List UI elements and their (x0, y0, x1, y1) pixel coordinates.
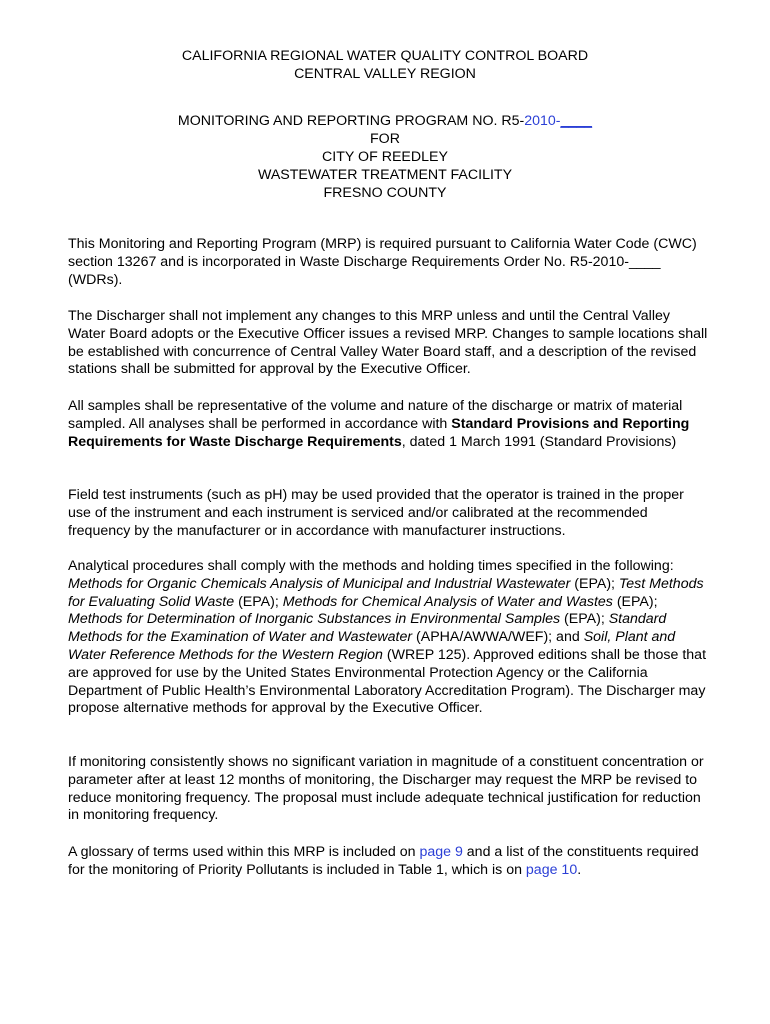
method-standard-methods: Standard Methods for the Examination of Water and Wastewater (68, 611, 667, 646)
standard-provisions-title: Standard Provisions and Reporting Requirements for Waste Discharge Requirements (68, 415, 690, 450)
samples-text-a: All samples shall be representative of the volume and nature of the discharge or matrix of material sampled. All analyses shall be performed in accordance with (68, 398, 683, 432)
paragraph-glossary (68, 844, 708, 880)
program-year: 2010- (524, 113, 561, 129)
paragraph-mrp-basis: This Monitoring and Reporting Program (MRP) is required pursuant to California Water Code (CWC) section 13267 and is incorporated in Waste Discharge Requirements Order No. R5-2010-____ (WDRs). (68, 236, 697, 288)
analytical-text-a: Analytical procedures shall comply with the methods and holding times specified in the following: (68, 558, 674, 574)
method-inorganic-substances: Methods for Determination of Inorganic Substances in Environmental Samples (68, 611, 561, 628)
analytical-text-c: (EPA); (234, 593, 283, 610)
program-title-block (0, 112, 770, 202)
paragraph-changes: The Discharger shall not implement any changes to this MRP unless and until the Central Valley Water Board adopts or the Executive Officer issues a revised MRP. Changes to sample locations shall be established with concurrence of Central Valley Water Board staff, and a description of the revised stations shall be submitted for approval by the Executive Officer. (68, 308, 708, 378)
glossary-text-b: and a list of the constituents required for the monitoring of Priority Pollutants is included in Table 1, which is on (68, 844, 699, 878)
program-number-line (0, 112, 770, 130)
program-blank: ____ (560, 113, 593, 129)
header-line-facility: WASTEWATER TREATMENT FACILITY (257, 167, 513, 183)
analytical-text-d: (EPA); (612, 593, 658, 610)
document-header (0, 47, 770, 83)
glossary-text-a: A glossary of terms used within this MRP is included on (68, 844, 420, 860)
analytical-text-e: (EPA); (560, 611, 609, 628)
method-organic-chemicals: Methods for Organic Chemicals Analysis of Municipal and Industrial Wastewater (68, 575, 571, 592)
method-solid-waste: Test Methods for Evaluating Solid Waste (68, 575, 704, 610)
header-line-city: CITY OF REEDLEY (322, 149, 448, 165)
analytical-text-g: (WREP 125). Approved editions shall be those that are approved for use by the United States Environmental Protection Agency or the California Department of Public Health’s Environmental Laboratory Accreditation Program). The Discharger may propose alternative methods for approval by the Executive Officer. (68, 646, 707, 717)
paragraph-field-instruments: Field test instruments (such as pH) may be used provided that the operator is trained in the proper use of the instrument and each instrument is serviced and/or calibrated at the recommended frequency by the manufacturer or in accordance with manufacturer instructions. (68, 487, 684, 539)
method-chemical-analysis: Methods for Chemical Analysis of Water and Wastes (282, 593, 613, 610)
page-9-link[interactable]: page 9 (419, 844, 463, 860)
method-soil-plant-water: Soil, Plant and Water Reference Methods for the Western Region (68, 629, 676, 663)
page-10-link[interactable]: page 10 (525, 861, 578, 878)
analytical-text-b: (EPA); (570, 575, 619, 592)
header-line-county: FRESNO COUNTY (323, 185, 447, 201)
header-line-board: CALIFORNIA REGIONAL WATER QUALITY CONTROL BOARD (181, 48, 589, 64)
analytical-text-f: (APHA/AWWA/WEF); and (412, 629, 584, 646)
program-prefix: MONITORING AND REPORTING PROGRAM NO. R5- (177, 113, 525, 129)
header-line-for: FOR (370, 131, 400, 147)
glossary-text-c: . (577, 861, 582, 878)
header-line-region: CENTRAL VALLEY REGION (294, 66, 476, 82)
paragraph-analytical-procedures (68, 558, 708, 718)
paragraph-samples (68, 398, 708, 451)
samples-text-b: , dated 1 March 1991 (Standard Provisions) (401, 433, 677, 450)
paragraph-monitoring-frequency: If monitoring consistently shows no significant variation in magnitude of a constituent concentration or parameter after at least 12 months of monitoring, the Discharger may request the MRP be revised to reduce monitoring frequency. The proposal must include adequate technical justification for reduction in monitoring frequency. (68, 754, 704, 824)
